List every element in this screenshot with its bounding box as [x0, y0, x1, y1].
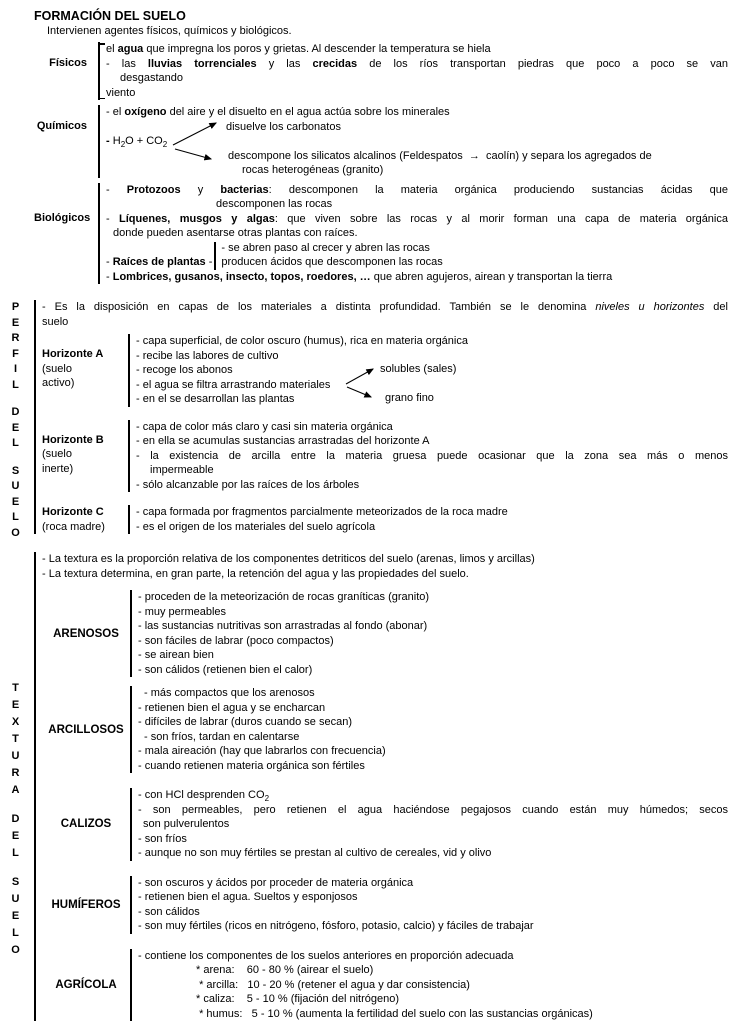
arenosos-label: ARENOSOS: [53, 627, 119, 640]
text-line: el agua que impregna los poros y grietas. Al descender la temperatura se hiela: [106, 43, 491, 55]
text-line: - el oxígeno del aire y el disuelto en el agua actúa sobre los minerales: [106, 106, 450, 118]
text-line: - cuando retienen materia orgánica son fértiles: [138, 759, 365, 772]
horizonte-a-bracket: [128, 334, 136, 407]
text-line: - La textura determina, en gran parte, la retención del agua y las propiedades del suelo.: [42, 567, 469, 580]
intro-text: Intervienen agentes físicos, químicos y biológicos.: [47, 25, 292, 37]
text-line: disuelve los carbonatos: [226, 120, 341, 133]
text-line: descompone los silicatos alcalinos (Feldespatos → caolín) y separa los agregados de: [228, 149, 652, 162]
text-line: - se abren paso al crecer y abren las rocas: [221, 241, 430, 254]
calizos-content: [138, 788, 728, 861]
text-line: - las sustancias nutritivas son arrastradas al fondo (abonar): [138, 620, 428, 632]
text-line: descomponen las rocas: [216, 198, 333, 210]
perfil-vertical-label: P E R F I L D E L S U E L O: [11, 301, 20, 539]
text-line: - $H_2O + CO_2$: [106, 135, 168, 150]
agricola-bracket: [130, 949, 138, 1022]
text-line: inerte): [42, 462, 74, 475]
horizonte-a-subname: [42, 362, 128, 391]
biologicos-bracket: [98, 183, 106, 285]
perfil-intro: [42, 300, 728, 329]
textura-body: [34, 552, 728, 1021]
text-line: rocas heterogéneas (granito): [242, 164, 384, 176]
text-line: - sólo alcanzable por las raíces de los árboles: [136, 478, 360, 491]
biologicos-content: [106, 183, 728, 285]
textura-vertical-label: T E X T U R A D E L S U E L O: [11, 682, 20, 956]
agricola-content: [138, 949, 728, 1022]
horizonte-a-label: [42, 334, 128, 407]
text-line: - contiene los componentes de los suelos anteriores en proporción adecuada: [138, 949, 514, 962]
arenosos-section: [42, 590, 728, 677]
fisicos-label: Físicos: [49, 57, 87, 69]
text-line: - son muy fértiles (ricos en nitrógeno, fósforo, potasio, calcio) y fáciles de trabajar: [138, 920, 534, 932]
arcillosos-bracket: [130, 686, 138, 773]
fisicos-bracket: [98, 42, 106, 100]
humiferos-content: [138, 876, 728, 934]
horizonte-c-subname: [42, 520, 128, 535]
raices-label: - Raíces de plantas -: [106, 256, 213, 268]
materiales-arrows-icon: [344, 365, 380, 401]
text-line: producen ácidos que descomponen las rocas: [221, 256, 443, 268]
quimicos-label: Químicos: [36, 120, 87, 132]
text-line: * caliza: 5 - 10 % (fijación del nitrógeno): [196, 993, 399, 1005]
text-line: * arena: 60 - 80 % (airear el suelo): [196, 964, 374, 976]
horizonte-a-content: [136, 334, 728, 407]
text-line: - Es la disposición en capas de los materiales a distinta profundidad. También se le denomina niveles u horizontes del: [42, 301, 728, 313]
text-line: - capa formada por fragmentos parcialmente meteorizados de la roca madre: [136, 506, 508, 518]
section-fisicos: [34, 42, 728, 100]
text-line: - muy permeables: [138, 605, 227, 618]
arcillosos-section: [42, 686, 728, 773]
biologicos-label: Biológicos: [34, 211, 91, 224]
text-line: - son fríos, tardan en calentarse: [144, 730, 300, 743]
text-line: - recoge los abonos: [136, 364, 233, 376]
text-line: - aunque no son muy fértiles se prestan al cultivo de cereales, vid y olivo: [138, 847, 492, 859]
text-line: - difíciles de labrar (duros cuando se secan): [138, 716, 352, 728]
page-title: FORMACIÓN DEL SUELO: [34, 9, 186, 23]
text-line: - más compactos que los arenosos: [144, 687, 315, 699]
biologicos-lines: [106, 183, 728, 241]
text-line: * arcilla: 10 - 20 % (retener el agua y dar consistencia): [196, 978, 470, 991]
humiferos-label: HUMÍFEROS: [51, 898, 121, 911]
h2o-co2-arrows-icon: [170, 118, 226, 164]
agricola-section: [42, 949, 728, 1022]
text-line: desgastando: [120, 72, 183, 84]
solubles-annotation: solubles (sales): [380, 363, 457, 375]
text-line: - son cálidos: [138, 905, 200, 918]
text-line: - retienen bien el agua. Sueltos y esponjosos: [138, 891, 358, 903]
text-line: - la existencia de arcilla entre la materia gruesa puede ocasionar que la zona sea más o menos: [136, 449, 728, 462]
text-line: - recibe las labores de cultivo: [136, 349, 279, 362]
text-line: - Líquenes, musgos y algas: que viven sobre las rocas y al morir forman una capa de materia orgánica: [106, 212, 728, 225]
horizonte-b-name: Horizonte B: [42, 433, 104, 446]
text-line: (suelo: [42, 448, 72, 460]
horizonte-c-label: [42, 505, 128, 534]
text-line: (suelo: [42, 362, 72, 375]
grano-fino-annotation: grano fino: [385, 392, 434, 404]
perfil-body: [34, 300, 728, 534]
arenosos-bracket: [130, 590, 138, 677]
text-line: activo): [42, 377, 75, 389]
horizonte-b-content: [136, 420, 728, 493]
text-line: - con HCl desprenden $CO_2$: [138, 789, 270, 804]
text-line: * humus: 5 - 10 % (aumenta la fertilidad del suelo con las sustancias orgánicas): [196, 1007, 593, 1020]
text-line: - Protozoos y bacterias: descomponen la materia orgánica produciendo sustancias ácidas que: [106, 183, 728, 196]
text-line: - son fáciles de labrar (poco compactos): [138, 634, 334, 647]
text-line: - capa superficial, de color oscuro (humus), rica en materia orgánica: [136, 335, 468, 347]
text-line: donde pueden asentarse otras plantas con raíces.: [113, 227, 358, 239]
text-line: - capa de color más claro y casi sin materia orgánica: [136, 420, 393, 433]
text-line: - son permeables, pero retienen el agua haciéndose pegajosos cuando están muy húmedos; secos: [138, 803, 728, 816]
text-line: - son cálidos (retienen bien el calor): [138, 663, 313, 676]
raices-items: [221, 241, 728, 270]
text-line: - el agua se filtra arrastrando materiales: [136, 378, 331, 391]
agricola-lines: [138, 949, 728, 964]
text-line: viento: [106, 86, 136, 99]
text-line: - se airean bien: [138, 649, 214, 661]
horizonte-c-bracket: [128, 505, 136, 534]
horizonte-c-content: [136, 505, 728, 534]
arcillosos-label: ARCILLOSOS: [48, 723, 124, 736]
horizonte-b-section: [42, 420, 728, 493]
section-textura-del-suelo: [8, 552, 728, 1021]
raices-bracket: [214, 242, 221, 270]
horizonte-c-name: Horizonte C: [42, 506, 104, 518]
horizonte-b-subname: [42, 447, 128, 476]
calizos-label: CALIZOS: [60, 818, 112, 831]
text-line: - en el se desarrollan las plantas: [136, 393, 295, 405]
text-line: son pulverulentos: [143, 818, 230, 830]
horizonte-b-label: [42, 420, 128, 493]
section-perfil-del-suelo: [8, 300, 728, 539]
horizonte-b-bracket: [128, 420, 136, 493]
calizos-section: [42, 788, 728, 861]
text-line: (roca madre): [42, 520, 105, 533]
fisicos-content: [106, 42, 728, 100]
text-line: - son oscuros y ácidos por proceder de materia orgánica: [138, 876, 414, 889]
lombrices-line: [106, 270, 728, 285]
quimicos-content: [106, 105, 728, 178]
text-line: - retienen bien el agua y se encharcan: [138, 701, 326, 714]
text-line: - las lluvias torrenciales y las crecidas de los ríos transportan piedras que poco a poco se van: [106, 57, 728, 70]
text-line: - proceden de la meteorización de rocas graníticas (granito): [138, 591, 430, 603]
arenosos-content: [138, 590, 728, 677]
section-quimicos: [34, 105, 728, 178]
text-line: suelo: [42, 315, 69, 328]
text-line: - es el origen de los materiales del suelo agrícola: [136, 520, 376, 533]
humiferos-section: [42, 876, 728, 934]
text-line: impermeable: [150, 464, 214, 476]
calizos-bracket: [130, 788, 138, 861]
text-line: - mala aireación (hay que labrarlos con frecuencia): [138, 745, 386, 757]
raices-de-plantas-row: [106, 241, 728, 270]
agricola-label: AGRÍCOLA: [55, 978, 117, 991]
text-line: - en ella se acumulas sustancias arrastradas del horizonte A: [136, 435, 430, 447]
text-line: - Lombrices, gusanos, insecto, topos, roedores, … que abren agujeros, airean y transportan la tierra: [106, 270, 613, 283]
humiferos-bracket: [130, 876, 138, 934]
section-biologicos: [34, 183, 728, 285]
humiferos-lines: [138, 876, 728, 934]
quimicos-bracket: [98, 105, 106, 178]
text-line: - son fríos: [138, 832, 187, 845]
arcillosos-content: [138, 686, 728, 773]
text-line: - La textura es la proporción relativa de los componentes detriticos del suelo (arenas, limos y arcillas): [42, 553, 535, 565]
horizonte-c-section: [42, 505, 728, 534]
agricola-composition-lines: [138, 963, 728, 1021]
horizonte-a-section: [42, 334, 728, 407]
textura-intro: [42, 552, 728, 581]
horizonte-a-name: Horizonte A: [42, 348, 104, 360]
